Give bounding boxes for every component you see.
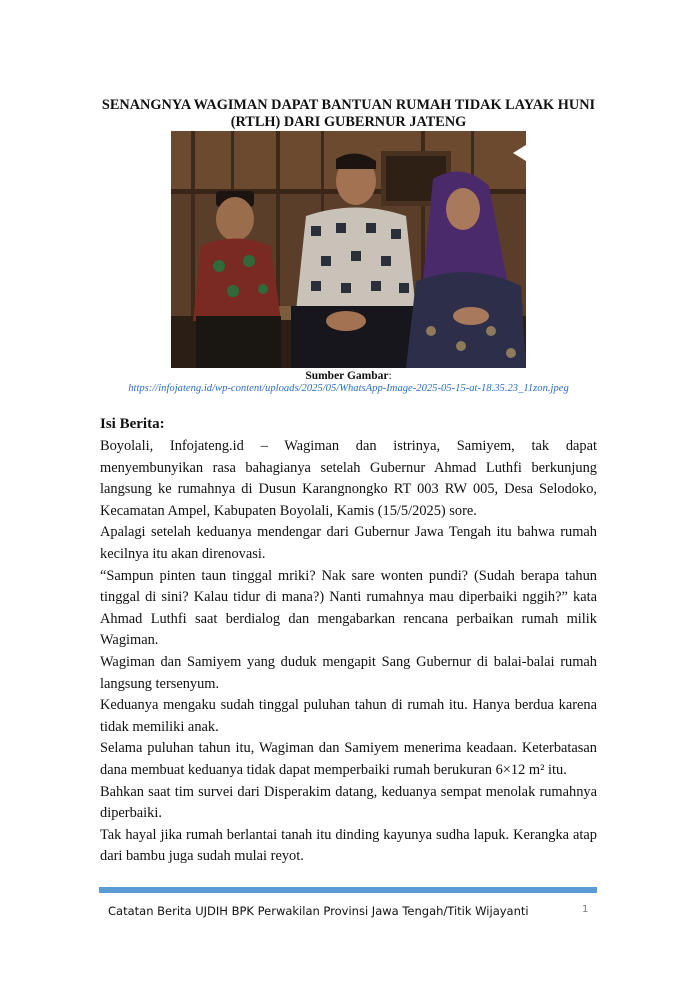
paragraph: Bahkan saat tim survei dari Disperakim datang, keduanya sempat menolak rumahnya diperbaiki. — [100, 783, 597, 822]
paragraph: Keduanya mengaku sudah tinggal puluhan tahun di rumah itu. Hanya berdua karena tidak memiliki anak. — [100, 697, 597, 735]
paragraph: Apalagi setelah keduanya mendengar dari Gubernur Jawa Tengah itu bahwa rumah kecilnya itu akan direnovasi. — [100, 524, 597, 562]
page-number: 1 — [582, 904, 589, 915]
image-source-link[interactable]: https://infojateng.id/wp-content/uploads/2025/05/WhatsApp-Image-2025-05-15-at-18.35.23_11zon.jpeg — [128, 383, 569, 394]
paragraph: Selama puluhan tahun itu, Wagiman dan Samiyem menerima keadaan. Keterbatasan dana membuat keduanya tidak dapat memperbaiki rumah berukuran 6×12 m² itu. — [100, 740, 597, 778]
image-caption-label: Sumber Gambar: — [305, 370, 392, 382]
document-title: SENANGNYA WAGIMAN DAPAT BANTUAN RUMAH TIDAK LAYAK HUNI (RTLH) DARI GUBERNUR JATENG — [101, 97, 596, 130]
footer-divider — [99, 887, 597, 893]
paragraph: “Sampun pinten taun tinggal mriki? Nak sare wonten pundi? (Sudah berapa tahun tinggal di sini? Kalau tidur di mana?) Nanti rumahnya mau diperbaiki nggih?” kata Ahmad Luthfi saat berdialog dan mengabarkan rencana perbaikan rumah milik Wagiman. — [100, 567, 597, 649]
paragraph: Boyolali, Infojateng.id – Wagiman dan istrinya, Samiyem, tak dapat menyembunyikan rasa bahagianya setelah Gubernur Ahmad Luthfi berkunjung langsung ke rumahnya di Dusun Karangnongko RT 003 RW 005, Desa Selodoko, Kecamatan Ampel, Kabupaten Boyolali, Kamis (15/5/2025) sore. — [100, 438, 597, 519]
article-body — [100, 436, 597, 868]
section-heading: Isi Berita: — [100, 416, 165, 432]
paragraph: Tak hayal jika rumah berlantai tanah itu dinding kayunya sudha lapuk. Kerangka atap dari bambu juga sudah mulai reyot. — [100, 826, 597, 865]
news-photo-illustration — [171, 131, 526, 368]
footer-text: Catatan Berita UJDIH BPK Perwakilan Provinsi Jawa Tengah/Titik Wijayanti — [108, 904, 529, 918]
paragraph: Wagiman dan Samiyem yang duduk mengapit Sang Gubernur di balai-balai rumah langsung tersenyum. — [100, 653, 597, 692]
news-photo — [171, 131, 526, 368]
